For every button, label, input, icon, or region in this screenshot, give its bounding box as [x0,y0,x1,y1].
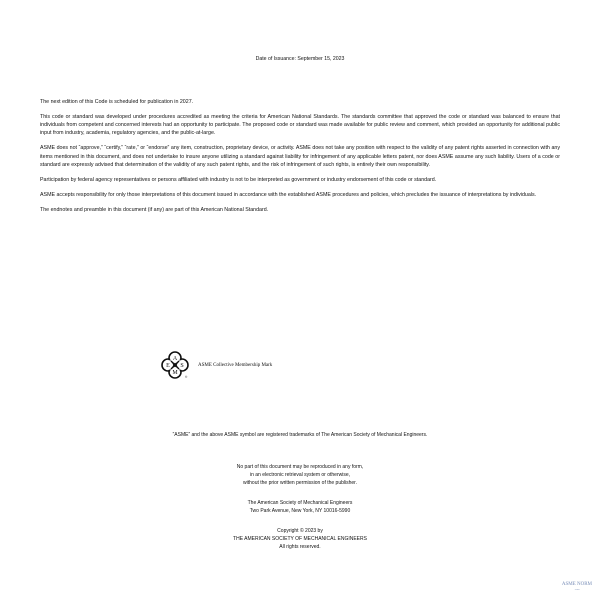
reproduction-line: No part of this document may be reproduced in any form, [236,464,364,470]
copyright-holder: THE AMERICAN SOCIETY OF MECHANICAL ENGINEERS [233,535,367,542]
reproduction-notice [0,464,600,487]
paragraph-next-edition: The next edition of this Code is scheduled for publication in 2027. [40,99,194,105]
rights-reserved: All rights reserved. [279,543,321,550]
svg-text:S: S [180,363,184,369]
copyright-notice [0,528,600,551]
watermark-text: ASME NORM [561,582,592,587]
paragraph-federal: Participation by federal agency representatives or persons affiliated with industry is not to be interpreted as government or industry endorsement of this code or standard. [40,176,437,183]
publisher-name: The American Society of Mechanical Engineers [247,500,353,506]
paragraph-endnotes: The endnotes and preamble in this document (if any) are part of this American National Standard. [40,206,269,213]
watermark-sub: .com [574,588,580,591]
asme-membership-mark [160,350,272,380]
trademark-notice: “ASME” and the above ASME symbol are registered trademarks of The American Society of Mechanical Engineers. [172,432,428,438]
publisher-street: Two Park Avenue, New York, NY 10016-5990 [249,507,351,514]
svg-text:®: ® [185,375,188,379]
reproduction-line: without the prior written permission of the publisher. [243,479,357,486]
svg-text:E: E [166,363,170,369]
publisher-address [0,500,600,516]
copyright-line: Copyright © 2023 by [277,528,323,534]
svg-text:A: A [172,356,178,362]
date-of-issuance: Date of Issuance: September 15, 2023 [255,56,345,62]
body-text [40,98,560,221]
watermark [562,582,592,592]
paragraph-endorsement: ASME does not “approve,” “certify,” “rate,” or “endorse” any item, construction, proprietary device, or activity. ASME does not take any position with respect to the validity of any patent rights asserted in connection with any items mentioned in this document, and does not undertake to insure anyone utilizing a standard against liability for infringement of any applicable letters patent, nor does ASME assume any such liability. Users of a code or standard are expressly advised that determination of the validity of any such patent rights, and the risk of infringement of such rights, is entirely their own responsibility. [40,145,560,168]
svg-text:M: M [172,370,178,376]
reproduction-line: in an electronic retrieval system or otherwise, [249,471,351,478]
paragraph-interpretations: ASME accepts responsibility for only those interpretations of this document issued in accordance with the established ASME procedures and policies, which precludes the issuance of interpretations by individuals. [40,191,537,198]
paragraph-accreditation: This code or standard was developed under procedures accredited as meeting the criteria for American National Standards. The standards committee that approved the code or standard was balanced to ensure that individuals from competent and concerned interests had an opportunity to participate. The proposed code or standard was made available for public review and comment, which provided an opportunity for additional public input from industry, academia, regulatory agencies, and the public-at-large. [40,113,560,137]
mark-label: ASME Collective Membership Mark [198,362,273,368]
asme-clover-logo-icon [160,350,190,380]
